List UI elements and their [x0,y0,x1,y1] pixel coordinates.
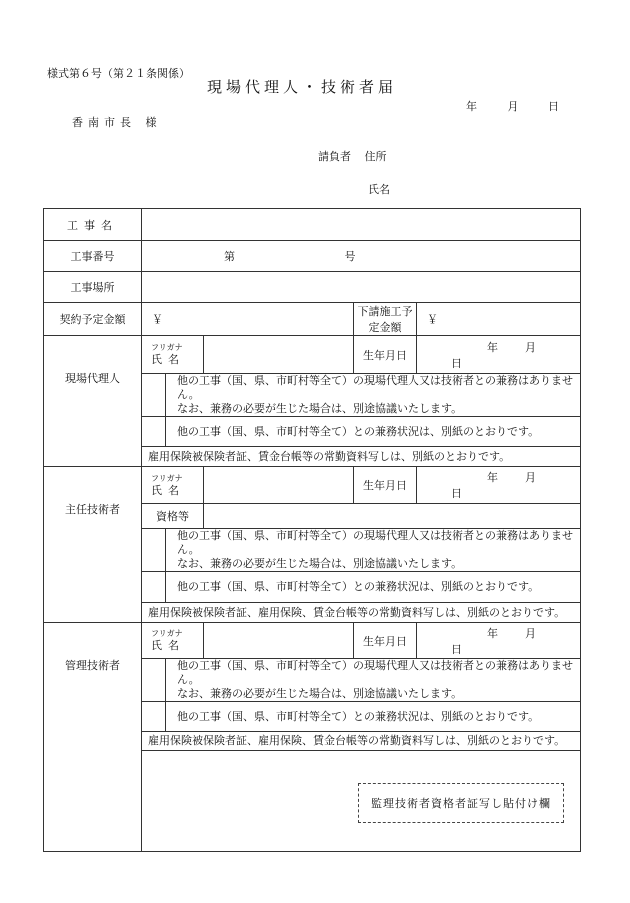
month-label: 月 [507,100,519,113]
project-number-field[interactable] [142,241,581,272]
honorific: 様 [145,116,157,129]
supervising-engineer-birth-field[interactable]: 年 月日 [417,623,581,659]
supervising-engineer-name-field[interactable] [204,623,354,659]
project-location-label: 工事場所 [44,272,142,303]
qualification-field[interactable] [204,504,581,529]
certificate-attach-box: 監理技術者資格者証写し貼付け欄 [358,783,564,823]
site-agent-option1-checkbox[interactable] [142,374,166,417]
chief-engineer-option1-checkbox[interactable] [142,529,166,572]
sub-amount-label: 下請施工予定金額 [354,303,417,336]
chief-engineer-label: 主任技術者 [44,467,142,623]
site-agent-option2: 他の工事（国、県、市町村等全て）との兼務状況は、別紙のとおりです。 [166,417,581,447]
site-agent-option1: 他の工事（国、県、市町村等全て）の現場代理人又は技術者との兼務はありません。 なお、兼務の必要が生じた場合は、別途協議いたします。 [166,374,581,417]
number-prefix: 第 [224,250,235,263]
site-agent-name-label: フリガナ 氏名 [142,336,204,374]
chief-engineer-option2: 他の工事（国、県、市町村等全て）との兼務状況は、別紙のとおりです。 [166,572,581,603]
contractor-label: 請負者 [318,150,351,163]
supervising-engineer-docs-note: 雇用保険被保険者証、雇用保険、賃金台帳等の常勤資料写しは、別紙のとおりです。 [142,732,581,751]
supervising-engineer-name-label: フリガナ 氏名 [142,623,204,659]
supervising-engineer-option1: 他の工事（国、県、市町村等全て）の現場代理人又は技術者との兼務はありません。 なお、兼務の必要が生じた場合は、別途協議いたします。 [166,659,581,702]
supervising-engineer-option2: 他の工事（国、県、市町村等全て）との兼務状況は、別紙のとおりです。 [166,702,581,732]
supervising-engineer-option1-checkbox[interactable] [142,659,166,702]
sub-amount-field[interactable]: ￥ [417,303,581,336]
site-agent-birth-label: 生年月日 [354,336,417,374]
certificate-attach-area[interactable] [142,751,581,852]
contractor-address [318,148,387,164]
contract-amount-label: 契約予定金額 [44,303,142,336]
contractor-name-label: 氏名 [368,183,390,196]
chief-engineer-docs-note: 雇用保険被保険者証、雇用保険、賃金台帳等の常勤資料写しは、別紙のとおりです。 [142,603,581,623]
addressee: 香南市長 [72,116,136,129]
site-agent-option2-checkbox[interactable] [142,417,166,447]
page-title: 現場代理人・技術者届 [207,78,398,96]
number-suffix: 号 [344,250,356,263]
chief-engineer-birth-field[interactable]: 年 月日 [417,467,581,504]
chief-engineer-option2-checkbox[interactable] [142,572,166,603]
project-name-field[interactable] [142,209,581,241]
supervising-engineer-label: 管理技術者 [44,623,142,852]
project-name-label: 工事名 [44,209,142,241]
project-number-label: 工事番号 [44,241,142,272]
notification-form [43,208,581,852]
address-label: 住所 [364,150,387,163]
chief-engineer-option1: 他の工事（国、県、市町村等全て）の現場代理人又は技術者との兼務はありません。 なお、兼務の必要が生じた場合は、別途協議いたします。 [166,529,581,572]
site-agent-birth-field[interactable]: 年 月日 [417,336,581,374]
chief-engineer-name-field[interactable] [204,467,354,504]
site-agent-docs-note: 雇用保険被保険者証、賃金台帳等の常勤資料写しは、別紙のとおりです。 [142,447,581,467]
site-agent-name-field[interactable] [204,336,354,374]
chief-engineer-birth-label: 生年月日 [354,467,417,504]
contract-amount-field[interactable]: ￥ [142,303,354,336]
qualification-label: 資格等 [142,504,204,529]
form-number: 様式第６号（第２１条関係） [47,67,190,80]
supervising-engineer-birth-label: 生年月日 [354,623,417,659]
chief-engineer-name-label: フリガナ 氏名 [142,467,204,504]
supervising-engineer-option2-checkbox[interactable] [142,702,166,732]
day-label: 日 [548,100,559,113]
year-label: 年 [466,100,477,113]
project-location-field[interactable] [142,272,581,303]
header-date [466,98,559,114]
addressee-line [72,114,157,130]
site-agent-label: 現場代理人 [44,336,142,467]
